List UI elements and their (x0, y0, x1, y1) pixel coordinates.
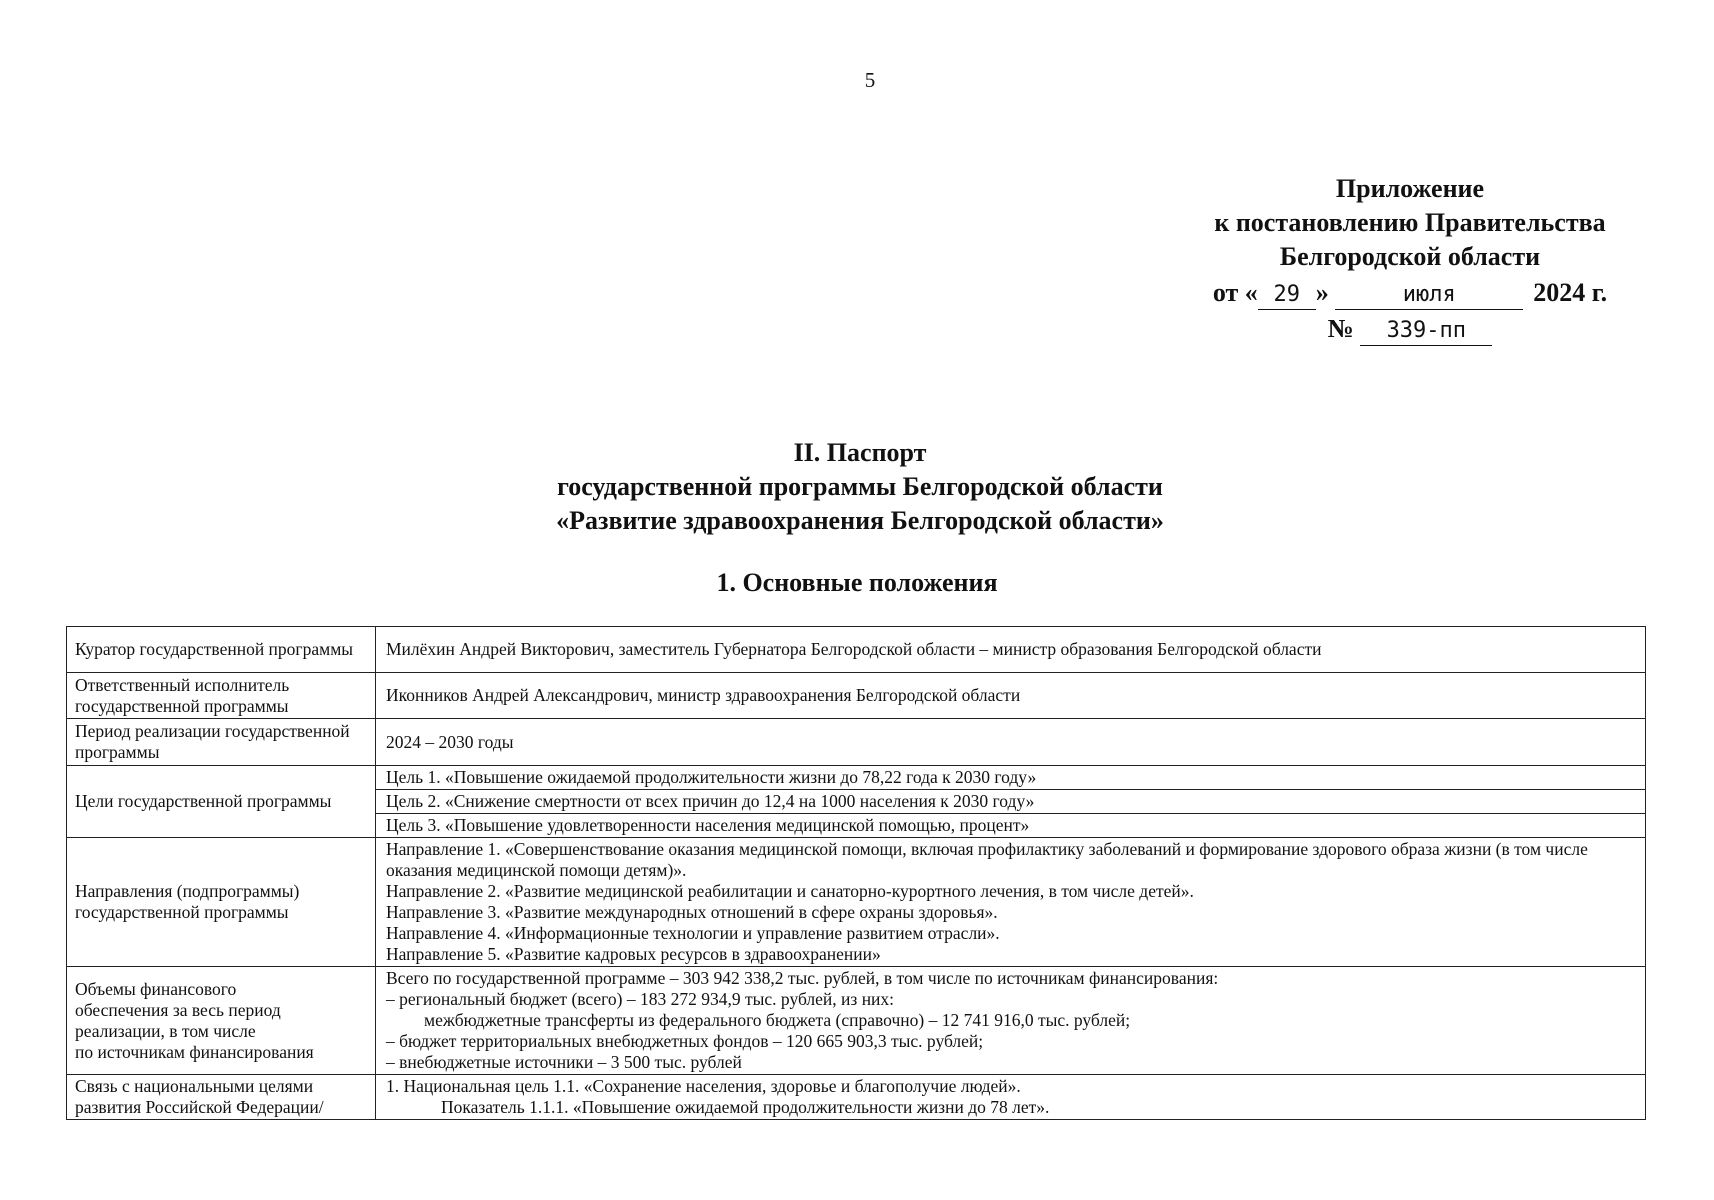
financing-line: Всего по государственной программе – 303 942 338,2 тыс. рублей, в том числе по источникам финансирования: (386, 968, 1219, 988)
direction-item: Направление 2. «Развитие медицинской реабилитации и санаторно-курортного лечения, в том числе детей». (386, 881, 1194, 901)
appendix-block (1180, 172, 1640, 346)
period-value: 2024 – 2030 годы (376, 719, 1646, 766)
direction-item: Направление 5. «Развитие кадровых ресурсов в здравоохранении» (386, 944, 881, 964)
section-heading: 1. Основные положения (716, 568, 998, 597)
appendix-number (1180, 312, 1640, 346)
appendix-title: Приложение (1335, 174, 1485, 203)
financing-value (376, 967, 1646, 1075)
financing-line: – внебюджетные источники – 3 500 тыс. рублей (386, 1052, 742, 1072)
goal-item: Цель 2. «Снижение смертности от всех причин до 12,4 на 1000 населения к 2030 году» (376, 790, 1646, 814)
document-title (260, 436, 1460, 538)
directions-label: Направления (подпрограммы) государственной программы (67, 838, 376, 967)
title-line-1: II. Паспорт (793, 438, 927, 467)
link-line: 1. Национальная цель 1.1. «Сохранение населения, здоровье и благополучие людей». (386, 1076, 1021, 1096)
appendix-line-3: Белгородской области (1279, 242, 1541, 271)
date-day: 29 (1258, 281, 1316, 310)
passport-table (66, 626, 1646, 1120)
date-month: июля (1335, 281, 1523, 310)
link-label (67, 1075, 376, 1120)
date-year: 2024 г. (1533, 278, 1608, 307)
period-label: Период реализации государственной программы (67, 719, 376, 766)
link-line: Показатель 1.1.1. «Повышение ожидаемой продолжительности жизни до 78 лет». (441, 1097, 1050, 1117)
table-row-directions (67, 838, 1646, 967)
table-row-goal-1 (67, 766, 1646, 790)
direction-item: Направление 3. «Развитие международных отношений в сфере охраны здоровья». (386, 902, 998, 922)
link-label-line: Связь с национальными целями (75, 1076, 314, 1096)
table-row-national-goals (67, 1075, 1646, 1120)
financing-label-line: по источникам финансирования (75, 1041, 314, 1062)
goals-label: Цели государственной программы (67, 766, 376, 838)
table-row-executor (67, 673, 1646, 719)
title-line-2: государственной программы Белгородской области (557, 472, 1163, 501)
appendix-date (1180, 276, 1640, 310)
title-line-3: «Развитие здравоохранения Белгородской области» (556, 506, 1164, 535)
table-row-financing (67, 967, 1646, 1075)
page-number: 5 (864, 68, 876, 92)
number-prefix: № (1327, 314, 1354, 343)
table-row-curator (67, 627, 1646, 673)
financing-label-line: реализации, в том числе (75, 1020, 256, 1041)
appendix-line-2: к постановлению Правительства (1214, 208, 1606, 237)
table-row-period (67, 719, 1646, 766)
link-label-line: развития Российской Федерации/ (75, 1097, 324, 1117)
date-prefix: от « (1212, 278, 1258, 307)
goal-item: Цель 3. «Повышение удовлетворенности населения медицинской помощью, процент» (376, 814, 1646, 838)
financing-line: – региональный бюджет (всего) – 183 272 934,9 тыс. рублей, из них: (386, 989, 895, 1009)
number-value: 339-пп (1360, 317, 1492, 346)
financing-label (67, 967, 376, 1075)
financing-label-line: Объемы финансового (75, 978, 237, 999)
direction-item: Направление 4. «Информационные технологии и управление развитием отрасли». (386, 923, 1000, 943)
goal-item: Цель 1. «Повышение ожидаемой продолжительности жизни до 78,22 года к 2030 году» (376, 766, 1646, 790)
executor-label: Ответственный исполнитель государственной программы (67, 673, 376, 719)
financing-line: межбюджетные трансферты из федерального бюджета (справочно) – 12 741 916,0 тыс. рублей; (424, 1010, 1131, 1030)
curator-value: Милёхин Андрей Викторович, заместитель Губернатора Белгородской области – министр образования Белгородской области (376, 627, 1646, 673)
executor-value: Иконников Андрей Александрович, министр здравоохранения Белгородской области (376, 673, 1646, 719)
financing-label-line: обеспечения за весь период (75, 999, 281, 1020)
financing-line: – бюджет территориальных внебюджетных фондов – 120 665 903,3 тыс. рублей; (386, 1031, 984, 1051)
curator-label: Куратор государственной программы (67, 627, 376, 673)
direction-item: Направление 1. «Совершенствование оказания медицинской помощи, включая профилактику заболеваний и формирование здорового образа жизни (в том числе оказания медицинской помощи детям)». (386, 839, 1588, 880)
link-value (376, 1075, 1646, 1120)
date-mid: » (1315, 278, 1329, 307)
directions-value (376, 838, 1646, 967)
